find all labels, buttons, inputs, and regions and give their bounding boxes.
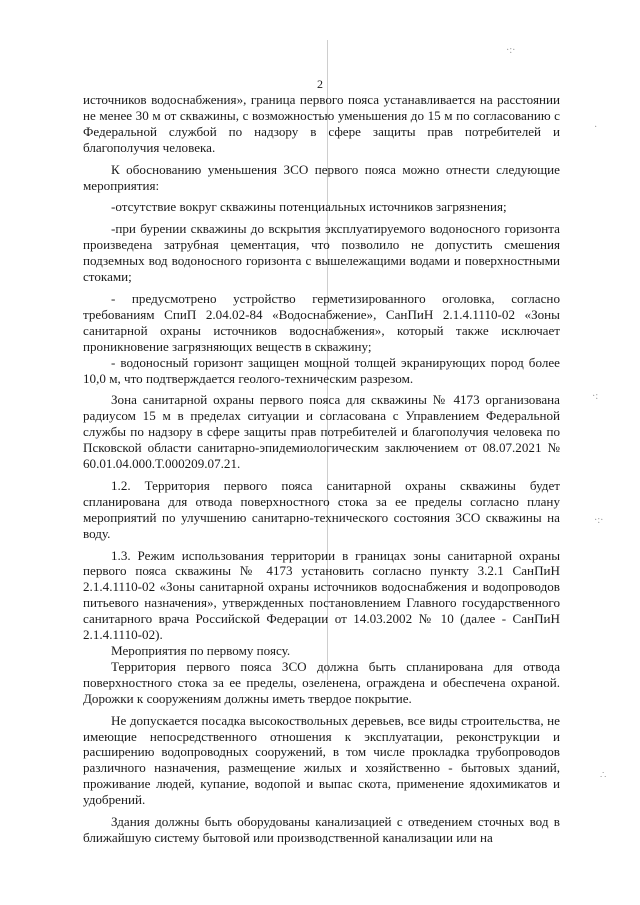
scan-speck: ·:· bbox=[594, 515, 604, 526]
scan-speck: ·: bbox=[592, 391, 599, 402]
document-body bbox=[83, 92, 560, 846]
paragraph-sewerage: Здания должны быть оборудованы канализацией с отведением сточных вод в ближайшую систему бытовой или производственной канализации или на bbox=[83, 814, 560, 845]
paragraph-1-3: 1.3. Режим использования территории в границах зоны санитарной охраны первого пояса скважины № 4173 установить согласно пункту 3.2.1 СанПиН 2.1.4.1110-02 «Зоны санитарной охраны источников водоснабжения и водопроводов питьевого назначения», утвержденных постановлением Главного государственного санитарного врача Российской Федерации от 14.03.2002 № 10 (далее - СанПиН 2.1.4.1110-02). bbox=[83, 547, 560, 643]
scan-speck: ·:· bbox=[506, 45, 516, 56]
paragraph-first-belt-heading: Мероприятия по первому поясу. bbox=[111, 643, 291, 658]
paragraph-territory-planning: Территория первого пояса ЗСО должна быть спланирована для отвода поверхностного стока за ее пределы, озеленена, ограждена и обеспечена охраной. Дорожки к сооружениям должны иметь твердое покрытие. bbox=[83, 658, 560, 706]
list-item-sealed-head: - предусмотрено устройство герметизированного оголовка, согласно требованиям СпиП 2.04.02-84 «Водоснабжение», СанПиН 2.1.4.1110-02 «Зоны санитарной охраны источников водоснабжения», который также исключает проникновение загрязняющих веществ в скважину; bbox=[83, 290, 560, 354]
page-number: 2 bbox=[317, 77, 323, 91]
list-item-aquifer-protection: - водоносный горизонт защищен мощной толщей экранирующих пород более 10,0 м, что подтверждается геолого-техническим разрезом. bbox=[83, 354, 560, 386]
list-item-no-pollution-sources: -отсутствие вокруг скважины потенциальных источников загрязнения; bbox=[111, 199, 507, 215]
paragraph-1-2: 1.2. Территория первого пояса санитарной охраны скважины будет спланирована для отвода поверхностного стока за ее пределы согласно плану мероприятий по улучшению санитарно-технического состояния ЗСО скважины на воду. bbox=[83, 477, 560, 541]
scan-speck: · bbox=[594, 122, 598, 133]
scan-speck: ∴ bbox=[600, 770, 607, 781]
paragraph-measures-intro: К обоснованию уменьшения ЗСО первого пояса можно отнести следующие мероприятия: bbox=[83, 161, 560, 193]
paragraph-prohibitions: Не допускается посадка высокоствольных деревьев, все виды строительства, не имеющие непосредственного отношения к эксплуатации, реконструкции и расширению водопроводных сооружений, в том числе прокладка трубопроводов различного назначения, размещение жилых и хозяйственно - бытовых зданий, проживание людей, купание, водопой и выпас скота, применение ядохимикатов и удобрений. bbox=[83, 712, 560, 808]
paragraph-zone-radius: Зона санитарной охраны первого пояса для скважины № 4173 организована радиусом 15 м в пределах ситуации и согласована с Управлением Федеральной службы по надзору в сфере защиты прав потребителей и благополучия человека по Псковской области санитарно-эпидемиологическим заключением от 08.07.2021 № 60.01.04.000.Т.000209.07.21. bbox=[83, 392, 560, 472]
paragraph-continuation: источников водоснабжения», граница первого пояса устанавливается на расстоянии не менее 30 м от скважины, с возможностью уменьшения до 15 м по согласованию с Федеральной службой по надзору в сфере защиты прав потребителей и благополучия человека. bbox=[83, 92, 560, 155]
list-item-cementing: -при бурении скважины до вскрытия эксплуатируемого водоносного горизонта произведена затрубная цементация, что позволило не допустить смешения подземных вод водоносного горизонта с вышележащими водами и поверхностными стоками; bbox=[83, 221, 560, 285]
